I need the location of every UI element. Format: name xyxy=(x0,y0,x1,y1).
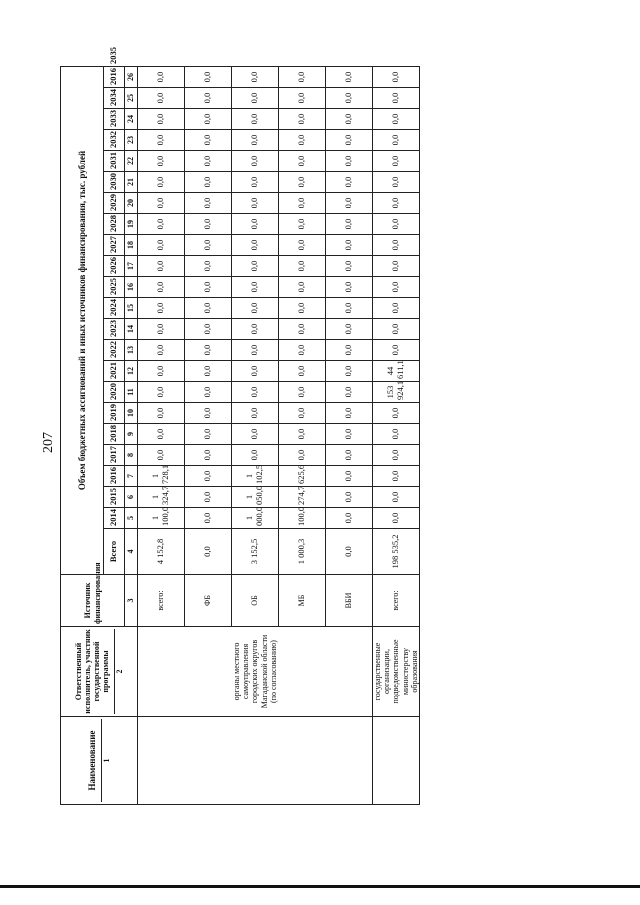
row-value: 0,0 xyxy=(138,151,185,172)
row-value: 0,0 xyxy=(232,151,279,172)
row-value: 0,0 xyxy=(138,130,185,151)
header-col-number: 26 xyxy=(125,66,138,87)
row-value: 0,0 xyxy=(138,298,185,319)
row-value: 0,0 xyxy=(373,340,420,361)
row-source: ВБИ xyxy=(326,575,373,627)
row-value: 0,0 xyxy=(373,66,420,87)
row-value: 0,0 xyxy=(185,445,232,466)
header-col-number: 15 xyxy=(125,298,138,319)
row-responsible: органы местного самоуправления городских округов Магаданской области (по согласованию) xyxy=(138,627,373,717)
row-value: 0,0 xyxy=(185,277,232,298)
row-value: 0,0 xyxy=(373,130,420,151)
row-value: 44 611,1 xyxy=(373,361,420,382)
header-year: 2027 xyxy=(104,235,125,256)
row-value: 0,0 xyxy=(185,508,232,529)
row-value: 1 728,1 xyxy=(138,466,185,487)
header-col-number: 22 xyxy=(125,151,138,172)
row-value: 1 050,0 xyxy=(232,487,279,508)
row-value: 0,0 xyxy=(185,214,232,235)
header-col-number: 18 xyxy=(125,235,138,256)
row-value: 0,0 xyxy=(373,256,420,277)
header-source: Источник финансирования xyxy=(61,575,125,627)
row-value: 0,0 xyxy=(326,487,373,508)
row-value: 0,0 xyxy=(138,109,185,130)
row-value: 0,0 xyxy=(138,88,185,109)
row-value: 0,0 xyxy=(232,298,279,319)
row-value: 0,0 xyxy=(232,445,279,466)
header-year: 2028 xyxy=(104,214,125,235)
row-value: 0,0 xyxy=(326,424,373,445)
table-row xyxy=(373,66,420,804)
row-value: 0,0 xyxy=(326,109,373,130)
row-value: 625,6 xyxy=(279,466,326,487)
row-value: 0,0 xyxy=(373,445,420,466)
row-value: 0,0 xyxy=(326,66,373,87)
header-col-number: 10 xyxy=(125,403,138,424)
row-value: 0,0 xyxy=(326,298,373,319)
header-year: 2020 xyxy=(104,382,125,403)
row-value: 0,0 xyxy=(138,193,185,214)
header-col-number: 11 xyxy=(125,382,138,403)
row-value: 1 102,5 xyxy=(232,466,279,487)
header-year: 2032 xyxy=(104,130,125,151)
row-value: 0,0 xyxy=(185,151,232,172)
row-value: 0,0 xyxy=(326,361,373,382)
row-value: 0,0 xyxy=(138,361,185,382)
row-value: 0,0 xyxy=(326,508,373,529)
header-col-number: 13 xyxy=(125,340,138,361)
row-value: 0,0 xyxy=(232,319,279,340)
header-year: 2017 xyxy=(104,445,125,466)
row-value: 0,0 xyxy=(138,382,185,403)
header-col-number: 25 xyxy=(125,88,138,109)
row-value: 0,0 xyxy=(185,403,232,424)
header-col-number: 20 xyxy=(125,193,138,214)
row-value: 0,0 xyxy=(373,172,420,193)
row-value: 0,0 xyxy=(279,88,326,109)
row-value: 100,0 xyxy=(279,508,326,529)
row-total: 198 535,2 xyxy=(373,529,420,575)
header-col-number: 12 xyxy=(125,361,138,382)
row-value: 274,7 xyxy=(279,487,326,508)
row-value: 0,0 xyxy=(326,382,373,403)
row-value: 0,0 xyxy=(279,445,326,466)
row-value: 0,0 xyxy=(185,130,232,151)
header-year: 2016 xyxy=(104,66,125,87)
row-value: 0,0 xyxy=(185,319,232,340)
row-value: 0,0 xyxy=(232,403,279,424)
header-col-number: 24 xyxy=(125,109,138,130)
row-total: 0,0 xyxy=(185,529,232,575)
row-value: 0,0 xyxy=(279,319,326,340)
row-source: всего: xyxy=(138,575,185,627)
row-value: 0,0 xyxy=(185,66,232,87)
row-value: 0,0 xyxy=(373,466,420,487)
header-year: 2034 xyxy=(104,88,125,109)
header-col-number: 7 xyxy=(125,466,138,487)
row-value: 0,0 xyxy=(373,277,420,298)
row-value: 0,0 xyxy=(185,361,232,382)
row-value: 0,0 xyxy=(232,172,279,193)
budget-table-rotated xyxy=(60,46,540,805)
row-value: 0,0 xyxy=(232,256,279,277)
row-value: 0,0 xyxy=(373,424,420,445)
row-value: 0,0 xyxy=(138,235,185,256)
row-value: 0,0 xyxy=(138,214,185,235)
row-name xyxy=(373,717,420,805)
row-value: 0,0 xyxy=(279,151,326,172)
header-responsible: Ответственный исполнитель, участник государственной программы 2 xyxy=(61,627,138,717)
row-value: 0,0 xyxy=(185,109,232,130)
row-value: 0,0 xyxy=(138,424,185,445)
row-value: 0,0 xyxy=(279,298,326,319)
row-value: 0,0 xyxy=(138,445,185,466)
row-value: 0,0 xyxy=(279,382,326,403)
row-source: всего: xyxy=(373,575,420,627)
row-value: 0,0 xyxy=(326,319,373,340)
row-value: 0,0 xyxy=(185,340,232,361)
header-year: 2033 xyxy=(104,109,125,130)
header-col-number: 9 xyxy=(125,424,138,445)
header-col-number: 3 xyxy=(125,575,138,627)
header-col-number: 2 xyxy=(114,629,124,714)
row-value: 0,0 xyxy=(373,235,420,256)
table-row xyxy=(138,66,185,804)
row-value: 0,0 xyxy=(279,361,326,382)
header-year: 2016 xyxy=(104,466,125,487)
row-value: 0,0 xyxy=(373,487,420,508)
row-value: 0,0 xyxy=(232,193,279,214)
row-value: 0,0 xyxy=(326,340,373,361)
row-value: 0,0 xyxy=(373,319,420,340)
header-col-number: 23 xyxy=(125,130,138,151)
header-col-number: 19 xyxy=(125,214,138,235)
row-value: 153 924,1 xyxy=(373,382,420,403)
row-value: 0,0 xyxy=(138,172,185,193)
row-value: 0,0 xyxy=(373,214,420,235)
row-value: 0,0 xyxy=(185,193,232,214)
row-value: 0,0 xyxy=(279,403,326,424)
row-value: 0,0 xyxy=(279,235,326,256)
row-value: 1 000,0 xyxy=(232,508,279,529)
row-value: 0,0 xyxy=(326,130,373,151)
row-value: 0,0 xyxy=(279,256,326,277)
row-value: 0,0 xyxy=(326,151,373,172)
row-value: 0,0 xyxy=(279,193,326,214)
row-value: 0,0 xyxy=(326,172,373,193)
header-col-number: 21 xyxy=(125,172,138,193)
row-value: 0,0 xyxy=(138,340,185,361)
row-total: 4 152,8 xyxy=(138,529,185,575)
header-col-number: 5 xyxy=(125,508,138,529)
row-value: 0,0 xyxy=(373,403,420,424)
row-value: 0,0 xyxy=(232,235,279,256)
row-value: 0,0 xyxy=(185,382,232,403)
row-value: 0,0 xyxy=(232,382,279,403)
header-year: 2018 xyxy=(104,424,125,445)
header-col-number: 17 xyxy=(125,256,138,277)
header-year: 2031 xyxy=(104,151,125,172)
row-value: 0,0 xyxy=(373,88,420,109)
row-value: 0,0 xyxy=(138,66,185,87)
row-value: 0,0 xyxy=(185,235,232,256)
header-year: 2029 xyxy=(104,193,125,214)
row-source: ОБ xyxy=(232,575,279,627)
row-value: 0,0 xyxy=(326,277,373,298)
row-total: 0,0 xyxy=(326,529,373,575)
row-value: 0,0 xyxy=(326,193,373,214)
header-year: 2021 xyxy=(104,361,125,382)
header-total: Всего xyxy=(104,529,125,575)
page-bottom-rule xyxy=(0,885,640,888)
row-value: 0,0 xyxy=(185,88,232,109)
row-value: 0,0 xyxy=(232,424,279,445)
row-value: 0,0 xyxy=(185,487,232,508)
row-value: 0,0 xyxy=(232,109,279,130)
row-value: 0,0 xyxy=(326,403,373,424)
row-value: 0,0 xyxy=(232,130,279,151)
header-col-number: 4 xyxy=(125,529,138,575)
row-value: 0,0 xyxy=(279,172,326,193)
header-year: 2025 xyxy=(104,277,125,298)
row-value: 0,0 xyxy=(373,151,420,172)
row-name xyxy=(138,717,373,805)
row-value: 0,0 xyxy=(373,508,420,529)
header-year: 2014 xyxy=(104,508,125,529)
header-year: 2024 xyxy=(104,298,125,319)
row-value: 1 100,0 xyxy=(138,508,185,529)
header-year: 2023 xyxy=(104,319,125,340)
header-year: 2030 xyxy=(104,172,125,193)
header-year: 2015 xyxy=(104,487,125,508)
row-value: 0,0 xyxy=(279,214,326,235)
row-value: 0,0 xyxy=(279,66,326,87)
row-value: 0,0 xyxy=(279,340,326,361)
page-number: 207 xyxy=(41,432,56,453)
row-value: 0,0 xyxy=(138,403,185,424)
row-value: 0,0 xyxy=(326,445,373,466)
row-value: 0,0 xyxy=(232,66,279,87)
row-value: 0,0 xyxy=(185,172,232,193)
row-value: 0,0 xyxy=(185,256,232,277)
header-year: 2019 xyxy=(104,403,125,424)
row-value: 0,0 xyxy=(326,466,373,487)
row-value: 0,0 xyxy=(232,277,279,298)
row-value: 0,0 xyxy=(373,109,420,130)
row-value: 0,0 xyxy=(373,193,420,214)
row-source: ФБ xyxy=(185,575,232,627)
header-col-number: 1 xyxy=(101,719,111,802)
header-name: Наименование 1 xyxy=(61,717,138,805)
row-value: 0,0 xyxy=(326,256,373,277)
header-year: 2022 xyxy=(104,340,125,361)
header-year: 2026 xyxy=(104,256,125,277)
row-value: 0,0 xyxy=(232,340,279,361)
row-value: 1 324,7 xyxy=(138,487,185,508)
header-col-number: 16 xyxy=(125,277,138,298)
row-value: 0,0 xyxy=(279,277,326,298)
row-value: 0,0 xyxy=(279,109,326,130)
row-value: 0,0 xyxy=(373,298,420,319)
row-value: 0,0 xyxy=(279,424,326,445)
row-value: 0,0 xyxy=(279,130,326,151)
row-value: 0,0 xyxy=(232,214,279,235)
row-value: 0,0 xyxy=(185,298,232,319)
row-value: 0,0 xyxy=(232,361,279,382)
row-value: 0,0 xyxy=(138,256,185,277)
row-responsible: государственные организации, подведомственные министерству образования xyxy=(373,627,420,717)
row-value: 0,0 xyxy=(326,235,373,256)
row-value: 0,0 xyxy=(326,214,373,235)
row-value: 0,0 xyxy=(185,424,232,445)
budget-table: Наименование 1 Ответственный исполнитель, участник государственной программы 2 Источник финансирования Объем бюджетных ассигнований и иных источников финансирования, тыс. рублей Всего 2014 2015 2016 2017 2018 2019 2020 2021 2022 2023 2024 2025 2026 2027 2028 2029 2030 2031 2032 2033 2034 2016 2035 3 4 5 6 7 8 9 10 11 12 13 14 15 16 17 18 19 20 21 22 23 24 25 26 органы местного самоуправления городских округов Магаданской области (по согласованию) всего: 4 152,8 1 100,0 1 324,7 1 728,1 0,0 0,0 0,0 0,0 0,0 0,0 0,0 0,0 0,0 0,0 0,0 0,0 0,0 0,0 0,0 0,0 0,0 0,0 0,0 ФБ 0,0 0,0 0,0 0,0 0,0 0,0 0,0 0,0 0,0 0,0 0,0 0,0 0,0 0,0 0,0 0,0 0,0 0,0 0,0 0,0 0,0 0,0 0,0 ОБ 3 152,5 1 000,0 1 050,0 1 102,5 0,0 0,0 0,0 0,0 0,0 0,0 0,0 0,0 0,0 0,0 0,0 0,0 0,0 0,0 0,0 0,0 0,0 0,0 0,0 МБ 1 000,3 100,0 274,7 625,6 0,0 0,0 0,0 0,0 0,0 0,0 0,0 0,0 0,0 0,0 0,0 0,0 0,0 0,0 0,0 0,0 0,0 0,0 0,0 ВБИ 0,0 0,0 0,0 0,0 0,0 0,0 0,0 0,0 0,0 0,0 0,0 0,0 0,0 0,0 0,0 0,0 0,0 0,0 0,0 0,0 0,0 0,0 0,0 государственные организации, подведомственные министерству образования всего: 198 535,2 0,0 0,0 0,0 0,0 0,0 0,0 153 924,1 44 611,1 0,0 0,0 0,0 0,0 0,0 0,0 0,0 0,0 0,0 0,0 0,0 0,0 0,0 0,0 xyxy=(60,66,420,805)
row-value: 0,0 xyxy=(138,277,185,298)
header-col-number: 6 xyxy=(125,487,138,508)
row-total: 1 000,3 xyxy=(279,529,326,575)
row-value: 0,0 xyxy=(138,319,185,340)
header-col-number: 8 xyxy=(125,445,138,466)
header-col-number: 14 xyxy=(125,319,138,340)
row-value: 0,0 xyxy=(326,88,373,109)
row-source: МБ xyxy=(279,575,326,627)
row-value: 0,0 xyxy=(232,88,279,109)
row-total: 3 152,5 xyxy=(232,529,279,575)
header-volume: Объем бюджетных ассигнований и иных источников финансирования, тыс. рублей xyxy=(61,66,104,574)
row-value: 0,0 xyxy=(185,466,232,487)
